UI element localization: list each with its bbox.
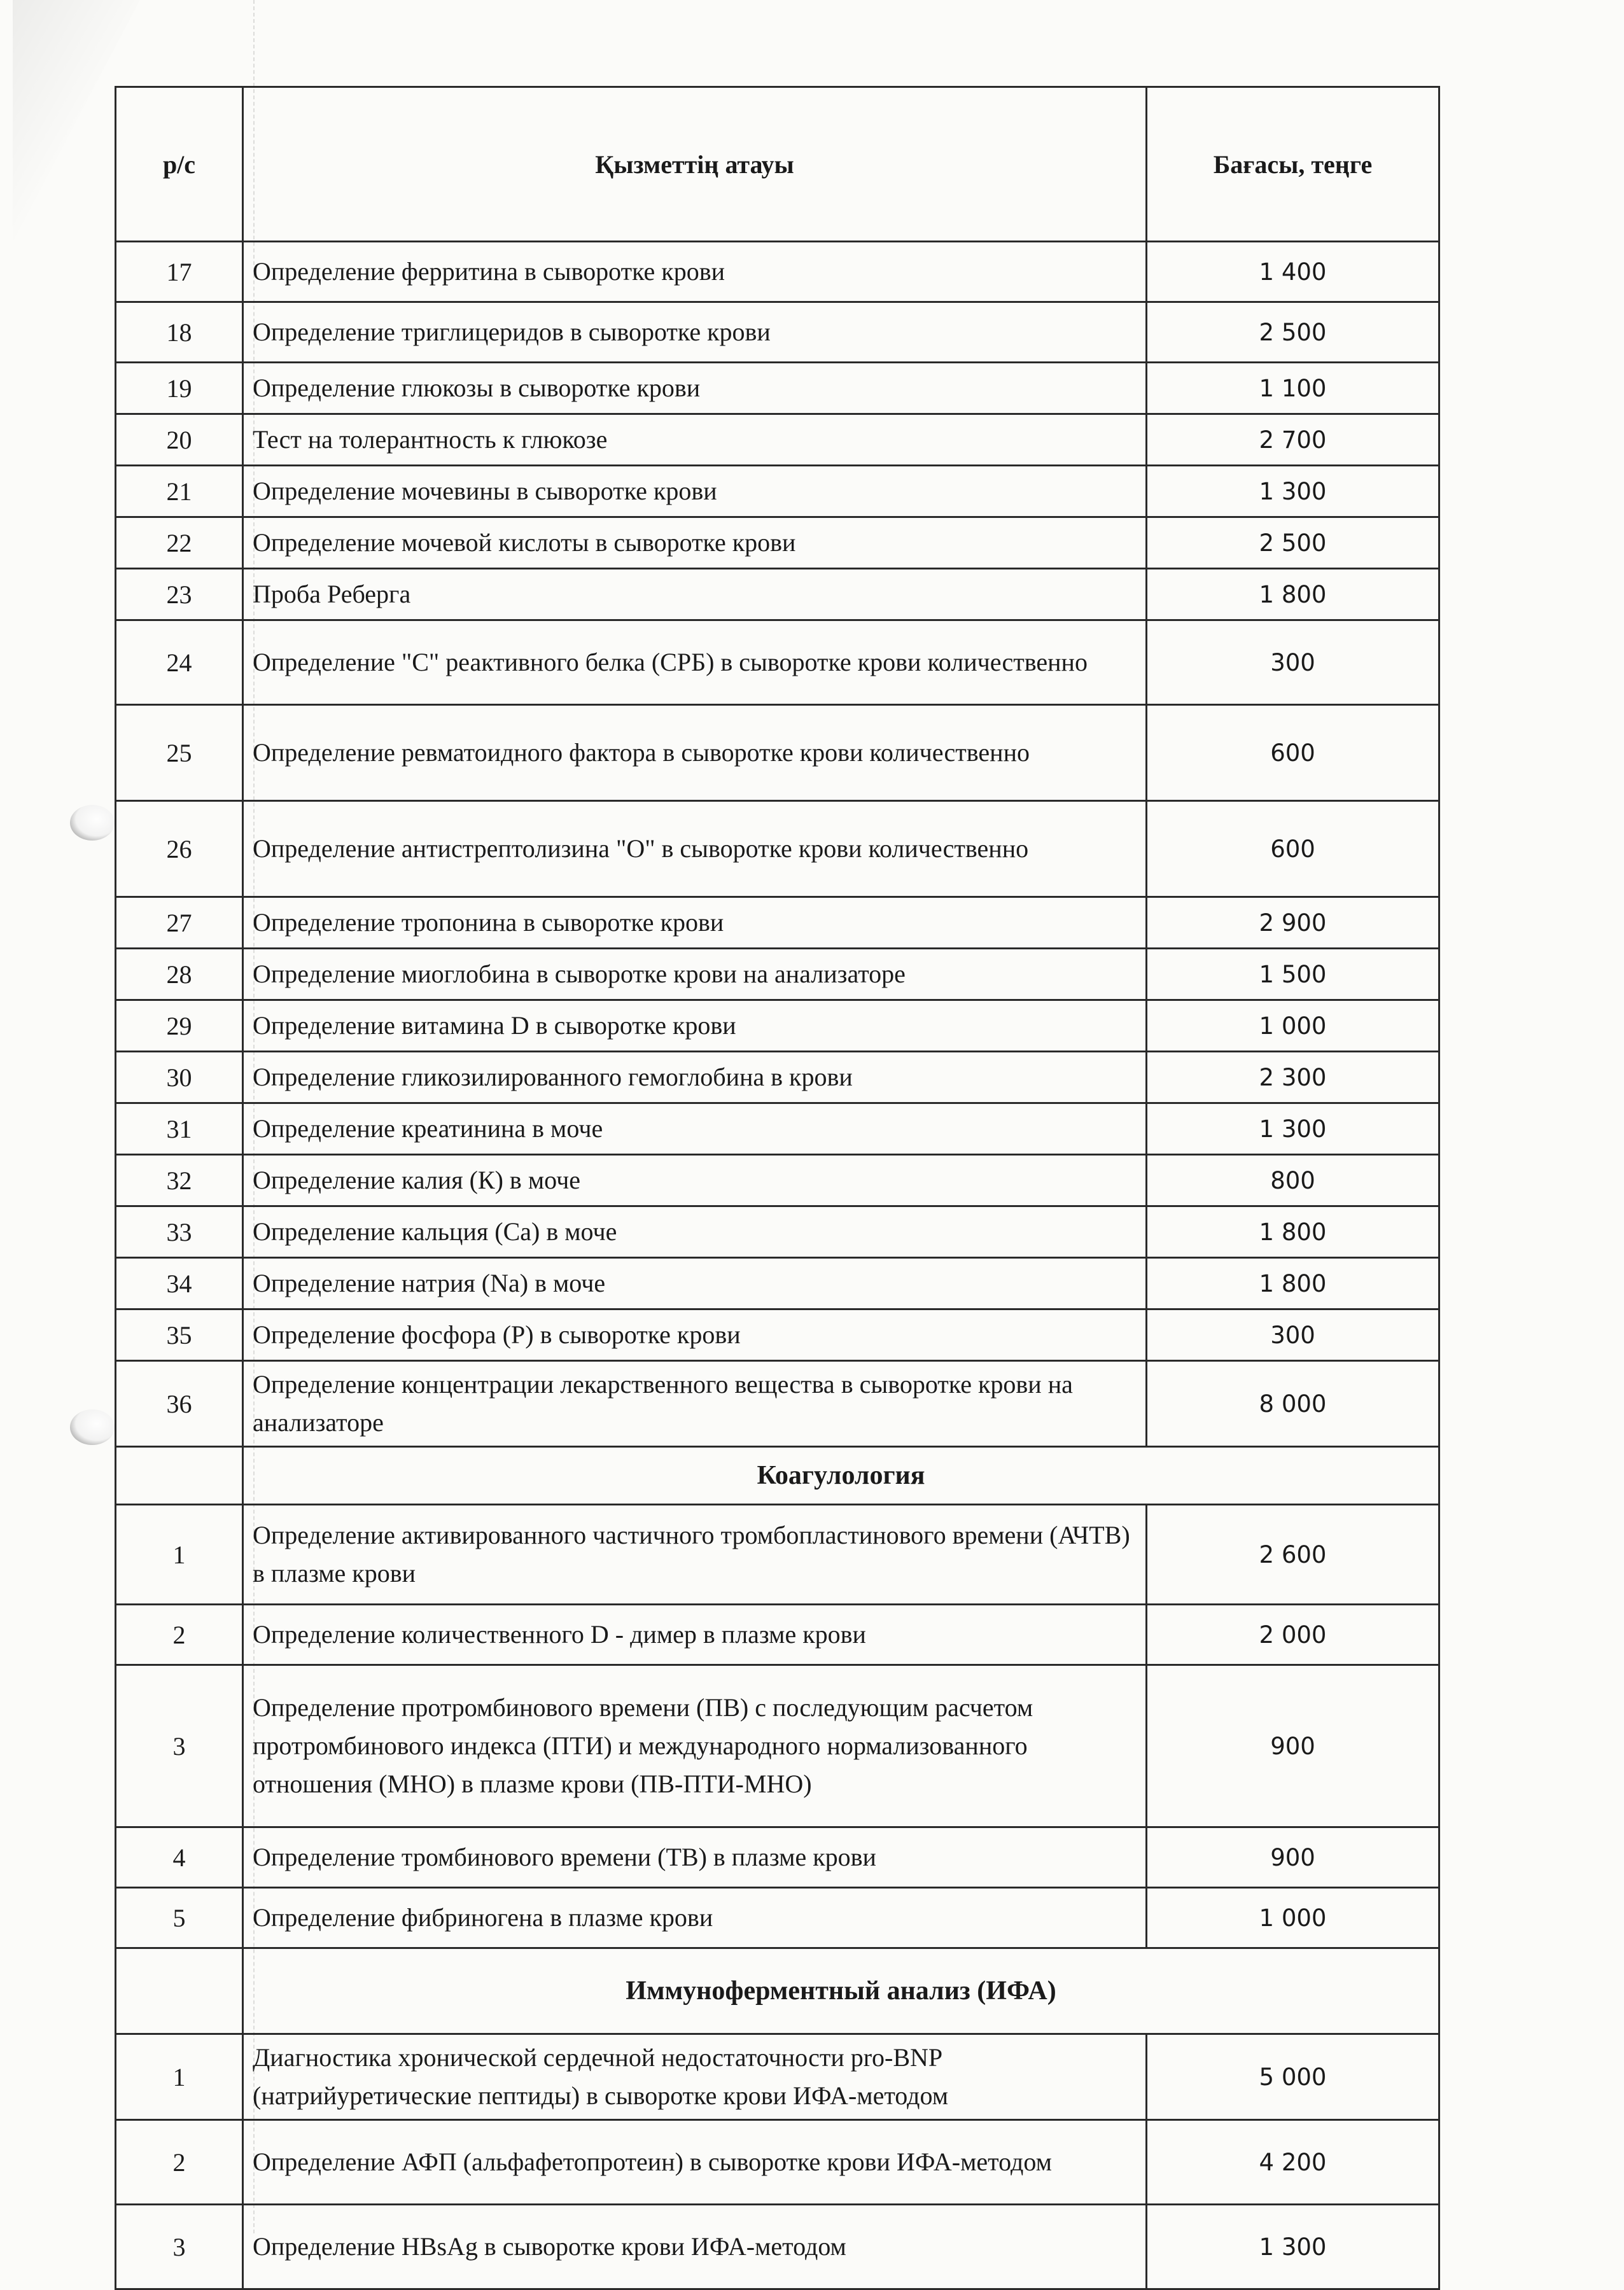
table-row (116, 1361, 1439, 1447)
row-num: 34 (116, 1258, 243, 1309)
table-row (116, 363, 1439, 414)
service-name: Определение протромбинового времени (ПВ) с последующим расчетом протромбинового индекса (ПТИ) и международного нормализованного отношения (МНО) в плазме крови (ПВ-ПТИ-МНО) (243, 1665, 1147, 1827)
price-table (115, 86, 1440, 2290)
service-price: 1 100 (1147, 363, 1439, 414)
service-name: Определение "С" реактивного белка (СРБ) в сыворотке крови количественно (243, 620, 1147, 705)
service-price: 1 300 (1147, 466, 1439, 517)
service-price: 2 000 (1147, 1605, 1439, 1665)
section-num-cell (116, 1948, 243, 2034)
table-row (116, 620, 1439, 705)
service-name: Определение гликозилированного гемоглобина в крови (243, 1052, 1147, 1103)
service-name: Определение тропонина в сыворотке крови (243, 897, 1147, 949)
table-row (116, 897, 1439, 949)
row-num: 30 (116, 1052, 243, 1103)
service-name: Проба Реберга (243, 569, 1147, 620)
service-price: 2 500 (1147, 302, 1439, 363)
service-price: 600 (1147, 705, 1439, 801)
row-num: 5 (116, 1888, 243, 1948)
service-name: Диагностика хронической сердечной недостаточности pro-BNP (натрийуретические пептиды) в сыворотке крови ИФА-методом (243, 2034, 1147, 2120)
table-row (116, 1665, 1439, 1827)
row-num: 31 (116, 1103, 243, 1155)
service-price: 1 000 (1147, 1000, 1439, 1052)
service-name: Определение креатинина в моче (243, 1103, 1147, 1155)
row-num: 20 (116, 414, 243, 466)
row-num: 21 (116, 466, 243, 517)
row-num: 25 (116, 705, 243, 801)
table-header-row (116, 87, 1439, 242)
service-price: 1 800 (1147, 1258, 1439, 1309)
table-row (116, 466, 1439, 517)
table-row (116, 1309, 1439, 1361)
service-name: Определение количественного D - димер в плазме крови (243, 1605, 1147, 1665)
table-row (116, 1103, 1439, 1155)
service-price: 1 000 (1147, 1888, 1439, 1948)
table-row (116, 949, 1439, 1000)
service-price: 1 300 (1147, 2205, 1439, 2289)
table-row (116, 302, 1439, 363)
table-row (116, 1888, 1439, 1948)
punch-hole (70, 805, 115, 841)
service-name: Определение фибриногена в плазме крови (243, 1888, 1147, 1948)
table-row (116, 2120, 1439, 2205)
row-num: 33 (116, 1206, 243, 1258)
service-price: 1 800 (1147, 569, 1439, 620)
table-row (116, 1505, 1439, 1605)
service-name: Тест на толерантность к глюкозе (243, 414, 1147, 466)
row-num: 3 (116, 1665, 243, 1827)
service-price: 300 (1147, 620, 1439, 705)
service-name: Определение глюкозы в сыворотке крови (243, 363, 1147, 414)
table-row (116, 801, 1439, 897)
service-price: 1 500 (1147, 949, 1439, 1000)
punch-hole (70, 1409, 115, 1445)
row-num: 23 (116, 569, 243, 620)
row-num: 3 (116, 2205, 243, 2289)
table-row (116, 1155, 1439, 1206)
table-row (116, 517, 1439, 569)
service-price: 1 300 (1147, 1103, 1439, 1155)
service-price: 4 200 (1147, 2120, 1439, 2205)
service-name: Определение активированного частичного тромбопластинового времени (АЧТВ) в плазме крови (243, 1505, 1147, 1605)
service-price: 600 (1147, 801, 1439, 897)
row-num: 24 (116, 620, 243, 705)
service-price: 8 000 (1147, 1361, 1439, 1447)
table-row (116, 1206, 1439, 1258)
service-name: Определение кальция (Са) в моче (243, 1206, 1147, 1258)
service-name: Определение антистрептолизина "О" в сыворотке крови количественно (243, 801, 1147, 897)
table-row (116, 705, 1439, 801)
row-num: 18 (116, 302, 243, 363)
header-price: Бағасы, теңге (1147, 87, 1439, 242)
row-num: 19 (116, 363, 243, 414)
row-num: 32 (116, 1155, 243, 1206)
row-num: 1 (116, 2034, 243, 2120)
row-num: 4 (116, 1827, 243, 1888)
service-name: Определение миоглобина в сыворотке крови на анализаторе (243, 949, 1147, 1000)
row-num: 22 (116, 517, 243, 569)
table-row (116, 1605, 1439, 1665)
row-num: 2 (116, 2120, 243, 2205)
row-num: 26 (116, 801, 243, 897)
section-title: Коагулология (243, 1447, 1439, 1505)
service-name: Определение HBsAg в сыворотке крови ИФА-методом (243, 2205, 1147, 2289)
service-name: Определение витамина D в сыворотке крови (243, 1000, 1147, 1052)
service-name: Определение натрия (Na) в моче (243, 1258, 1147, 1309)
service-price: 1 800 (1147, 1206, 1439, 1258)
service-name: Определение фосфора (Р) в сыворотке крови (243, 1309, 1147, 1361)
service-price: 300 (1147, 1309, 1439, 1361)
service-price: 2 300 (1147, 1052, 1439, 1103)
service-name: Определение ферритина в сыворотке крови (243, 242, 1147, 302)
service-name: Определение ревматоидного фактора в сыворотке крови количественно (243, 705, 1147, 801)
service-price: 5 000 (1147, 2034, 1439, 2120)
service-price: 800 (1147, 1155, 1439, 1206)
row-num: 27 (116, 897, 243, 949)
service-name: Определение калия (К) в моче (243, 1155, 1147, 1206)
service-name: Определение триглицеридов в сыворотке крови (243, 302, 1147, 363)
service-price: 2 600 (1147, 1505, 1439, 1605)
table-row (116, 2034, 1439, 2120)
row-num: 17 (116, 242, 243, 302)
service-price: 2 900 (1147, 897, 1439, 949)
table-row (116, 1258, 1439, 1309)
service-price: 2 700 (1147, 414, 1439, 466)
section-title: Иммуноферментный анализ (ИФА) (243, 1948, 1439, 2034)
header-num: р/с (116, 87, 243, 242)
service-name: Определение концентрации лекарственного вещества в сыворотке крови на анализаторе (243, 1361, 1147, 1447)
row-num: 35 (116, 1309, 243, 1361)
table-row (116, 1827, 1439, 1888)
table-row (116, 414, 1439, 466)
row-num: 1 (116, 1505, 243, 1605)
service-price: 900 (1147, 1665, 1439, 1827)
table-row (116, 569, 1439, 620)
row-num: 29 (116, 1000, 243, 1052)
section-row-ifa (116, 1948, 1439, 2034)
service-price: 900 (1147, 1827, 1439, 1888)
table-row (116, 1052, 1439, 1103)
section-num-cell (116, 1447, 243, 1505)
header-service-name: Қызметтің атауы (243, 87, 1147, 242)
row-num: 36 (116, 1361, 243, 1447)
table-row (116, 1000, 1439, 1052)
service-price: 2 500 (1147, 517, 1439, 569)
service-name: Определение мочевой кислоты в сыворотке крови (243, 517, 1147, 569)
table-row (116, 2205, 1439, 2289)
service-price: 1 400 (1147, 242, 1439, 302)
service-name: Определение АФП (альфафетопротеин) в сыворотке крови ИФА-методом (243, 2120, 1147, 2205)
table-row (116, 242, 1439, 302)
section-row-coagulology (116, 1447, 1439, 1505)
service-name: Определение тромбинового времени (ТВ) в плазме крови (243, 1827, 1147, 1888)
service-name: Определение мочевины в сыворотке крови (243, 466, 1147, 517)
row-num: 2 (116, 1605, 243, 1665)
row-num: 28 (116, 949, 243, 1000)
